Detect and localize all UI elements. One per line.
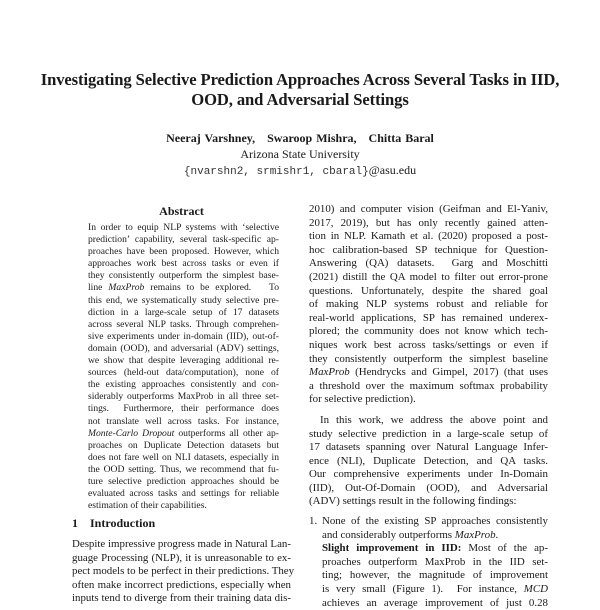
maxprob-term: MaxProb bbox=[108, 282, 145, 294]
section-title: Introduction bbox=[90, 516, 156, 530]
intro-line: pect models to be perfect in their predictions. They bbox=[72, 565, 295, 578]
abstract-line: not translate well across tasks. For instance, bbox=[88, 415, 279, 427]
intro-line: inputs tend to diverge from their training data dis- bbox=[72, 592, 291, 605]
email-users: {nvarshn2, srmishr1, cbaral} bbox=[183, 166, 369, 178]
abstract-line: the existing approaches consistently and con- bbox=[88, 379, 279, 391]
body-line: (ADV) settings result in the following findings: bbox=[309, 495, 517, 508]
email-domain: @asu.edu bbox=[368, 163, 417, 177]
abstract-heading: Abstract bbox=[159, 204, 204, 218]
abstract-line: approaches work best across tasks or even if bbox=[88, 258, 279, 270]
abstract-line: sive experiments under in-domain (IID), out-of- bbox=[88, 330, 279, 342]
abstract-line: we show that despite leveraging additional re- bbox=[88, 355, 279, 367]
body-line: real-world applications, SP has remained underex- bbox=[309, 311, 548, 324]
abstract-text: line bbox=[88, 282, 109, 294]
body-line: Answering (QA) datasets. Garg and Moschitti bbox=[309, 257, 548, 270]
abstract-line: siderably outperforms MaxProb in all three set- bbox=[88, 391, 279, 403]
abstract-line: this end, we systematically study selective pre- bbox=[88, 294, 279, 306]
abstract-line bbox=[88, 282, 279, 294]
abstract-line: proaches have been proposed. However, which bbox=[88, 246, 279, 258]
intro-line: guage Processing (NLP), it is unreasonable to ex- bbox=[72, 551, 291, 564]
body-line: plored; the community does not know which tech- bbox=[309, 325, 548, 338]
abstract-line: proaches on Duplicate Detection datasets but bbox=[88, 439, 279, 451]
abstract-line: the OOD setting. Thus, we recommend that fu- bbox=[88, 463, 279, 475]
body-line: ence (NLI), Duplicate Detection, and QA tasks. bbox=[309, 454, 548, 467]
body-line: 17 datasets spanning over Natural Language Infer- bbox=[309, 441, 548, 454]
finding-line bbox=[322, 529, 548, 543]
section-number: 1 bbox=[72, 516, 78, 530]
finding-line: None of the existing SP approaches consistently bbox=[322, 515, 548, 528]
body-line: Our comprehensive experiments under In-Domain bbox=[309, 468, 548, 481]
title-line-2: OOD, and Adversarial Settings bbox=[191, 90, 409, 109]
body-line: a threshold over the maximum softmax probability bbox=[309, 379, 548, 392]
body-line: of making NLP systems robust and reliable for bbox=[309, 298, 548, 311]
body-line: (IID), Out-Of-Domain (OOD), and Adversarial bbox=[309, 481, 548, 494]
maxprob-term: MaxProb bbox=[454, 528, 496, 541]
body-line: 2010) and computer vision (Geifman and El-Yaniv, bbox=[309, 203, 548, 215]
finding-text: and considerably outperforms bbox=[322, 528, 455, 541]
abstract-line: prediction’ capability, several task-specific ap- bbox=[88, 234, 279, 246]
abstract-line: domain (OOD), and adversarial (ADV) settings, bbox=[88, 342, 279, 354]
body-line: 2017, 2019), but has only recently gained atten- bbox=[309, 216, 548, 229]
intro-line: often make incorrect predictions, especially when bbox=[72, 578, 291, 591]
abstract-body bbox=[88, 222, 279, 512]
finding-line: achieves an average improvement of just 0.28 bbox=[322, 596, 548, 609]
abstract-line: tings. Furthermore, their performance does bbox=[88, 403, 279, 415]
body-line: (2021) distill the QA model to filter out error-prone bbox=[309, 270, 548, 283]
paragraph-this-work bbox=[309, 414, 548, 509]
abstract-line: diction in a large-scale setup of 17 datasets bbox=[88, 306, 279, 318]
body-line: niques work best across tasks/settings or even if bbox=[309, 338, 548, 351]
finding-line bbox=[322, 583, 548, 597]
body-line: questions. Unfortunately, despite the shared goal bbox=[309, 284, 548, 297]
finding-line: proaches outperform MaxProb in the IID set- bbox=[322, 555, 548, 568]
abstract-line: In order to equip NLP systems with ‘selective bbox=[88, 222, 279, 233]
body-line: they consistently outperform the simplest baseline bbox=[309, 352, 548, 365]
body-line: tion in NLP. Kamath et al. (2020) proposed a post- bbox=[309, 230, 548, 243]
finding-text: . bbox=[495, 528, 499, 541]
email-addresses bbox=[40, 162, 560, 180]
abstract-line: they consistently outperform the simplest base- bbox=[88, 270, 279, 282]
body-line bbox=[309, 366, 548, 380]
body-line: In this work, we address the above point and bbox=[320, 413, 548, 426]
authors: Neeraj Varshney, Swaroop Mishra, Chitta Baral bbox=[166, 131, 434, 145]
mcd-term: MCD bbox=[523, 583, 548, 596]
finding-line bbox=[322, 542, 548, 556]
paper-title bbox=[40, 70, 560, 110]
abstract-line: does not fare well on NLI datasets, especially in bbox=[88, 451, 279, 463]
introduction-body bbox=[72, 538, 295, 606]
abstract-text: outperforms all other ap- bbox=[174, 427, 279, 439]
paragraph-related-work bbox=[309, 203, 548, 407]
intro-line: Despite impressive progress made in Natural Lan- bbox=[72, 538, 291, 550]
body-line: for selective prediction). bbox=[309, 393, 416, 406]
section-heading-introduction bbox=[72, 516, 291, 531]
finding-text: Most of the ap- bbox=[461, 542, 548, 555]
body-line: hoc calibration-based SP technique for Question- bbox=[309, 243, 548, 256]
abstract-line: ture selective prediction approaches should be bbox=[88, 475, 279, 487]
finding-text: is very small (Figure 1). For instance, bbox=[322, 583, 524, 596]
finding-list-item bbox=[309, 515, 548, 610]
title-line-1: Investigating Selective Prediction Approaches Across Several Tasks in IID, bbox=[40, 70, 560, 89]
abstract-line: across several NLP tasks. Through comprehen- bbox=[88, 318, 279, 330]
body-text: (Hendrycks and Gimpel, 2017) (that uses bbox=[349, 366, 548, 379]
finding-line: ting; however, the magnitude of improvement bbox=[322, 569, 548, 582]
abstract-line bbox=[88, 428, 279, 440]
abstract-line: estimation of their capabilities. bbox=[88, 500, 207, 512]
list-number: 1. bbox=[309, 515, 318, 528]
abstract-text: remains to be explored. To bbox=[144, 282, 280, 294]
affiliation: Arizona State University bbox=[240, 147, 360, 161]
mcd-term: Monte-Carlo Dropout bbox=[88, 427, 175, 439]
body-line: study selective prediction in a large-scale setup of bbox=[309, 427, 548, 440]
abstract-line: sources (held-out data/computation), none of bbox=[88, 367, 279, 379]
abstract-line: evaluated across tasks and settings for reliable bbox=[88, 488, 279, 500]
right-column bbox=[309, 203, 548, 610]
maxprob-term: MaxProb bbox=[309, 366, 350, 379]
finding-label: Slight improvement in IID: bbox=[322, 542, 462, 555]
